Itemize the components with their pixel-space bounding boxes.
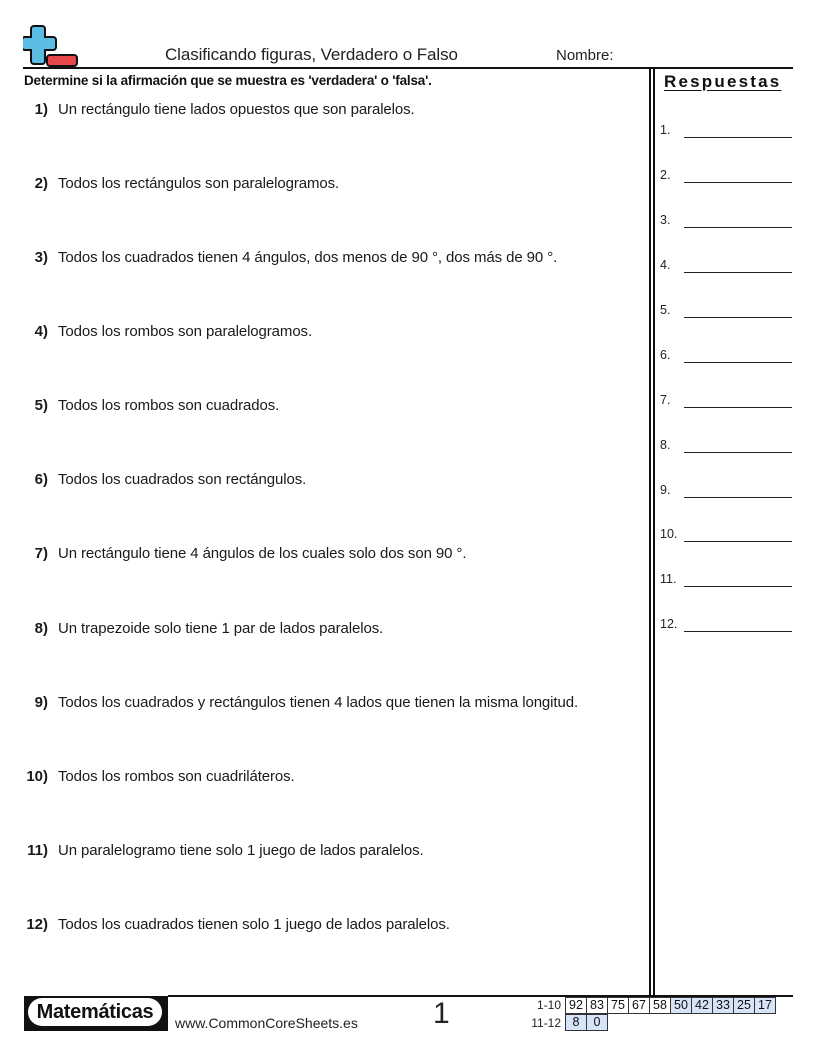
answer-blank[interactable] <box>684 182 792 183</box>
question-text: Todos los rombos son cuadriláteros. <box>58 768 295 785</box>
site-url: www.CommonCoreSheets.es <box>175 1015 358 1031</box>
score-cell: 8 <box>566 1015 587 1031</box>
answer-number: 8. <box>660 438 671 452</box>
score-row-label: 11-12 <box>531 1016 561 1030</box>
answer-blank[interactable] <box>684 586 792 587</box>
answer-blank[interactable] <box>684 452 792 453</box>
instructions: Determine si la afirmación que se muestra es 'verdadera' o 'falsa'. <box>24 73 432 88</box>
question-number: 4) <box>34 323 48 340</box>
answer-number: 9. <box>660 483 671 497</box>
question-text: Todos los rombos son paralelogramos. <box>58 323 313 340</box>
question-text: Un trapezoide solo tiene 1 par de lados paralelos. <box>58 620 384 637</box>
answer-row[interactable] <box>660 348 794 368</box>
answer-column-divider <box>653 69 655 996</box>
score-cell: 83 <box>587 998 608 1014</box>
worksheet-title: Clasificando figuras, Verdadero o Falso <box>165 45 458 64</box>
score-cell: 42 <box>692 998 713 1014</box>
answer-number: 2. <box>660 168 671 182</box>
answer-number: 12. <box>660 617 678 631</box>
answer-number: 7. <box>660 393 671 407</box>
answer-row[interactable] <box>660 258 794 278</box>
answer-blank[interactable] <box>684 497 792 498</box>
question-number: 8) <box>34 620 48 637</box>
question-number: 10) <box>26 768 48 785</box>
name-label: Nombre: <box>556 47 614 64</box>
answer-number: 10. <box>660 527 678 541</box>
answer-row[interactable] <box>660 617 794 637</box>
answer-blank[interactable] <box>684 407 792 408</box>
answer-row[interactable] <box>660 572 794 592</box>
score-table-row <box>565 997 776 1014</box>
question-number: 5) <box>34 397 48 414</box>
answer-row[interactable] <box>660 393 794 413</box>
answer-blank[interactable] <box>684 272 792 273</box>
question-text: Todos los cuadrados son rectángulos. <box>58 471 307 488</box>
question-text: Un paralelogramo tiene solo 1 juego de lados paralelos. <box>58 842 424 859</box>
answer-number: 6. <box>660 348 671 362</box>
question-number: 2) <box>34 175 48 192</box>
answer-row[interactable] <box>660 123 794 143</box>
answer-number: 3. <box>660 213 671 227</box>
answer-column-divider <box>649 69 651 996</box>
question-text: Todos los rectángulos son paralelogramos. <box>58 175 340 192</box>
answer-blank[interactable] <box>684 362 792 363</box>
question-number: 11) <box>27 842 48 859</box>
question-text: Todos los rombos son cuadrados. <box>58 397 280 414</box>
answer-blank[interactable] <box>684 137 792 138</box>
score-row-label: 1-10 <box>536 998 561 1012</box>
question-number: 9) <box>34 694 48 711</box>
page-number: 1 <box>433 997 450 1030</box>
answer-blank[interactable] <box>684 227 792 228</box>
score-cell: 75 <box>608 998 629 1014</box>
score-cell: 58 <box>650 998 671 1014</box>
answer-row[interactable] <box>660 213 794 233</box>
question-text: Todos los cuadrados tienen solo 1 juego de lados paralelos. <box>58 916 450 933</box>
answers-title: Respuestas <box>664 72 782 91</box>
question-text: Un rectángulo tiene lados opuestos que son paralelos. <box>58 101 415 118</box>
answer-row[interactable] <box>660 483 794 503</box>
answer-number: 5. <box>660 303 671 317</box>
subject-badge-label: Matemáticas <box>28 998 162 1026</box>
header-divider <box>23 67 793 69</box>
score-cell: 0 <box>587 1015 608 1031</box>
answer-number: 1. <box>660 123 671 137</box>
answer-row[interactable] <box>660 303 794 323</box>
answer-blank[interactable] <box>684 631 792 632</box>
score-cell: 25 <box>734 998 755 1014</box>
question-text: Un rectángulo tiene 4 ángulos de los cuales solo dos son 90 °. <box>58 545 467 562</box>
question-number: 7) <box>34 545 48 562</box>
logo-plus-minus-icon <box>23 24 79 68</box>
answer-blank[interactable] <box>684 317 792 318</box>
question-number: 12) <box>26 916 48 933</box>
question-number: 6) <box>34 471 48 488</box>
answer-blank[interactable] <box>684 541 792 542</box>
question-text: Todos los cuadrados tienen 4 ángulos, dos menos de 90 °, dos más de 90 °. <box>58 249 558 266</box>
score-cell: 17 <box>755 998 776 1014</box>
score-cell: 67 <box>629 998 650 1014</box>
answer-number: 4. <box>660 258 671 272</box>
score-cell: 33 <box>713 998 734 1014</box>
score-cell: 92 <box>566 998 587 1014</box>
question-text: Todos los cuadrados y rectángulos tienen 4 lados que tienen la misma longitud. <box>58 694 579 711</box>
subject-badge <box>24 996 168 1031</box>
answer-row[interactable] <box>660 168 794 188</box>
score-table-row <box>565 1014 608 1031</box>
question-number: 3) <box>34 249 48 266</box>
answer-number: 11. <box>660 572 677 586</box>
answer-row[interactable] <box>660 438 794 458</box>
answer-row[interactable] <box>660 527 794 547</box>
question-number: 1) <box>34 101 48 118</box>
score-cell: 50 <box>671 998 692 1014</box>
